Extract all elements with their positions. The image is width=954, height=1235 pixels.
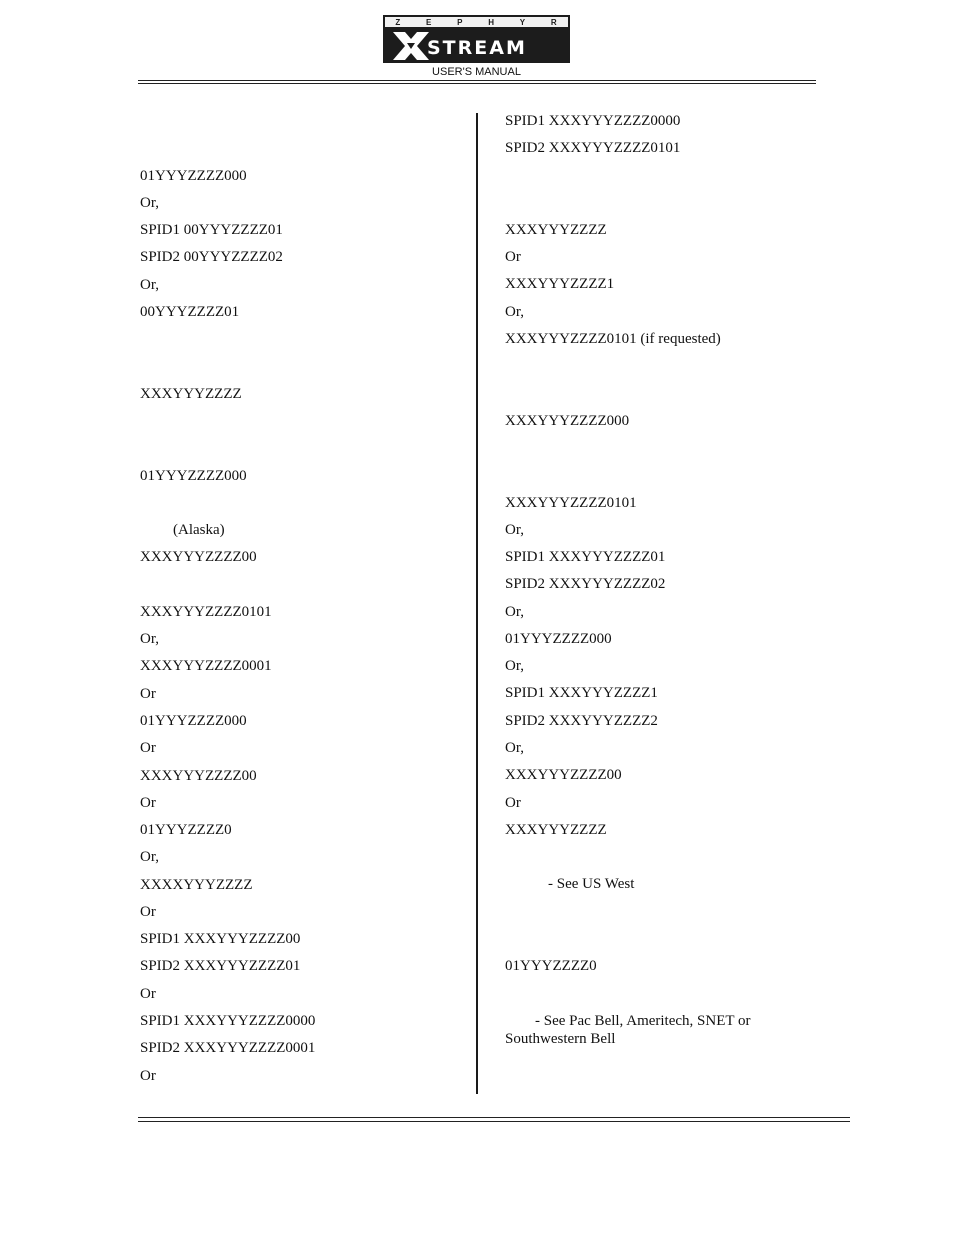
left-line: 01YYYZZZZ0 bbox=[140, 822, 232, 838]
right-line: Or bbox=[505, 249, 521, 265]
left-line: XXXYYYZZZZ00 bbox=[140, 768, 257, 784]
right-line: XXXYYYZZZZ0101 bbox=[505, 495, 637, 511]
right-line: 01YYYZZZZ0 bbox=[505, 958, 597, 974]
left-line: Or, bbox=[140, 195, 159, 211]
left-line: Or, bbox=[140, 277, 159, 293]
left-line: XXXXYYYZZZZ bbox=[140, 877, 253, 893]
left-line: SPID2 XXXYYYZZZZ01 bbox=[140, 958, 301, 974]
logo-stream-word: STREAM bbox=[427, 37, 527, 59]
left-line: XXXYYYZZZZ0001 bbox=[140, 658, 272, 674]
left-line: Or bbox=[140, 686, 156, 702]
right-line: XXXYYYZZZZ1 bbox=[505, 276, 615, 292]
left-line: Or, bbox=[140, 631, 159, 647]
right-line: Or bbox=[505, 795, 521, 811]
right-line: Or, bbox=[505, 522, 524, 538]
right-line: 01YYYZZZZ000 bbox=[505, 631, 612, 647]
logo-zephyr-letters bbox=[383, 16, 570, 28]
left-line: XXXYYYZZZZ bbox=[140, 386, 242, 402]
left-line: (Alaska) bbox=[173, 522, 225, 538]
footer-rule bbox=[138, 1117, 850, 1122]
right-line: SPID2 XXXYYYZZZZ2 bbox=[505, 713, 658, 729]
right-line: Or, bbox=[505, 658, 524, 674]
right-line: Or, bbox=[505, 304, 524, 320]
right-line: SPID1 XXXYYYZZZZ0000 bbox=[505, 113, 681, 129]
left-line: XXXYYYZZZZ0101 bbox=[140, 604, 272, 620]
left-line: 00YYYZZZZ01 bbox=[140, 304, 240, 320]
zephyr-xstream-logo bbox=[383, 15, 570, 63]
left-line: Or bbox=[140, 740, 156, 756]
right-line: XXXYYYZZZZ bbox=[505, 222, 607, 238]
left-line: Or, bbox=[140, 849, 159, 865]
column-divider bbox=[476, 113, 478, 1094]
left-line: Or bbox=[140, 795, 156, 811]
logo-letter: Y bbox=[519, 17, 527, 27]
left-line: SPID2 XXXYYYZZZZ0001 bbox=[140, 1040, 316, 1056]
left-line: SPID1 XXXYYYZZZZ00 bbox=[140, 931, 301, 947]
right-line: - See US West bbox=[548, 876, 635, 892]
left-line: SPID2 00YYYZZZZ02 bbox=[140, 249, 283, 265]
right-line: Or, bbox=[505, 740, 524, 756]
left-line: 01YYYZZZZ000 bbox=[140, 713, 247, 729]
logo-x-mark bbox=[391, 29, 431, 63]
left-line: Or bbox=[140, 986, 156, 1002]
logo-letter: E bbox=[426, 17, 433, 27]
left-line: SPID1 XXXYYYZZZZ0000 bbox=[140, 1013, 316, 1029]
right-line: XXXYYYZZZZ0101 (if requested) bbox=[505, 331, 721, 347]
right-line: - See Pac Bell, Ameritech, SNET or Southwestern Bell bbox=[505, 1013, 751, 1047]
logo-letter: P bbox=[457, 17, 464, 27]
left-line: SPID1 00YYYZZZZ01 bbox=[140, 222, 283, 238]
logo-letter: H bbox=[488, 17, 495, 27]
right-line: SPID1 XXXYYYZZZZ01 bbox=[505, 549, 666, 565]
left-line: XXXYYYZZZZ00 bbox=[140, 549, 257, 565]
logo-letter: Z bbox=[395, 17, 402, 27]
right-line: SPID1 XXXYYYZZZZ1 bbox=[505, 685, 658, 701]
right-line: XXXYYYZZZZ bbox=[505, 822, 607, 838]
right-line: Or, bbox=[505, 604, 524, 620]
right-line: SPID2 XXXYYYZZZZ0101 bbox=[505, 140, 681, 156]
left-line: Or bbox=[140, 904, 156, 920]
left-line: 01YYYZZZZ000 bbox=[140, 168, 247, 184]
header-rule bbox=[138, 80, 816, 84]
right-line: SPID2 XXXYYYZZZZ02 bbox=[505, 576, 666, 592]
right-line: XXXYYYZZZZ00 bbox=[505, 767, 622, 783]
logo-letter: R bbox=[550, 17, 558, 27]
left-line: Or bbox=[140, 1068, 156, 1084]
left-line: 01YYYZZZZ000 bbox=[140, 468, 247, 484]
users-manual-label: USER'S MANUAL bbox=[432, 66, 521, 78]
right-line: XXXYYYZZZZ000 bbox=[505, 413, 630, 429]
